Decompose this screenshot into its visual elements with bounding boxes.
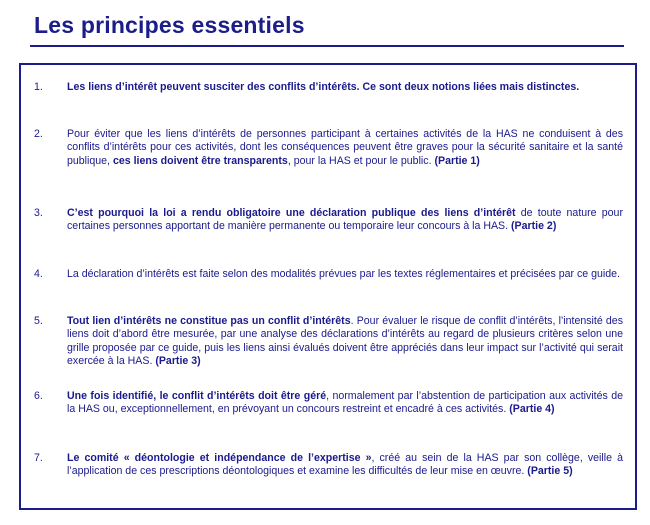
principles-box (19, 63, 637, 510)
principle-number: 3. (34, 207, 43, 219)
principle-text-run: Pour éviter que les liens d’intérêts de personnes participant à certaines activités de la HAS ne conduisent à des conflits d’intérêts pour ces activités, dont les conséquences peuvent être graves pour la sécurité sanitaire et la santé publique, (67, 128, 623, 167)
principle-text (67, 128, 623, 168)
principle-text (67, 452, 623, 479)
principle-number: 1. (34, 81, 43, 93)
principle-text-bold: ces liens doivent être transparents (112, 154, 288, 167)
principle-text-run: La déclaration d’intérêts est faite selon des modalités prévues par les textes réglementaires et précisées par ce guide. (67, 268, 620, 280)
principle-text-bold: Le comité « déontologie et indépendance de l’expertise » (67, 452, 372, 464)
principle-number: 4. (34, 268, 43, 280)
principle-text-bold: (Partie 5) (527, 465, 573, 478)
principle-text-bold: (Partie 2) (511, 220, 557, 233)
principle-text-bold: (Partie 3) (155, 354, 201, 367)
principle-text-bold: Une fois identifié, le conflit d’intérêts doit être géré (67, 390, 327, 402)
principle-text-bold: Tout lien d’intérêts ne constitue pas un conflit d’intérêts (67, 315, 351, 327)
principle-number: 7. (34, 452, 43, 464)
principle-text-bold: (Partie 1) (434, 154, 480, 167)
principle-text-bold: (Partie 4) (509, 403, 555, 416)
principle-text-run: , créé au sein de la HAS par son collège, veille à l’application de ces prescriptions déontologiques et examine les difficultés de leur mise en œuvre. (67, 452, 623, 478)
principle-text-run: , normalement par l’abstention de participation aux activités de la HAS ou, exceptionnellement, en prévoyant un concours restreint et encadré à ces activités. (67, 390, 623, 416)
principle-text (67, 390, 623, 417)
principle-number: 2. (34, 128, 43, 140)
title-divider (30, 45, 624, 47)
principle-text (67, 81, 623, 94)
principle-text-run: . Pour évaluer le risque de conflit d’intérêts, l’intensité des liens doit d’abord être mesurée, par une analyse des déclarations d’intérêts au regard de plusieurs critères selon une grille proposée par ce guide, puis les liens ainsi évalués doivent être appréciés dans leur impact sur l’activité qui serait exercée à la HAS. (67, 315, 623, 367)
principle-text (67, 268, 623, 281)
principle-text-bold: C’est pourquoi la loi a rendu obligatoire une déclaration publique des liens d’intérêt (67, 207, 516, 219)
principle-text-run: de toute nature pour certaines personnes apportant de manière permanente ou temporaire leur concours à la HAS. (67, 207, 623, 233)
principle-text (67, 207, 623, 234)
principle-number: 6. (34, 390, 43, 402)
principle-text-run: , pour la HAS et pour le public. (287, 154, 435, 167)
principle-text-bold: Les liens d’intérêt peuvent susciter des conflits d’intérêts. Ce sont deux notions liées mais distinctes. (67, 81, 580, 93)
page-title: Les principes essentiels (34, 12, 305, 38)
principle-text (67, 315, 623, 368)
principle-number: 5. (34, 315, 43, 327)
